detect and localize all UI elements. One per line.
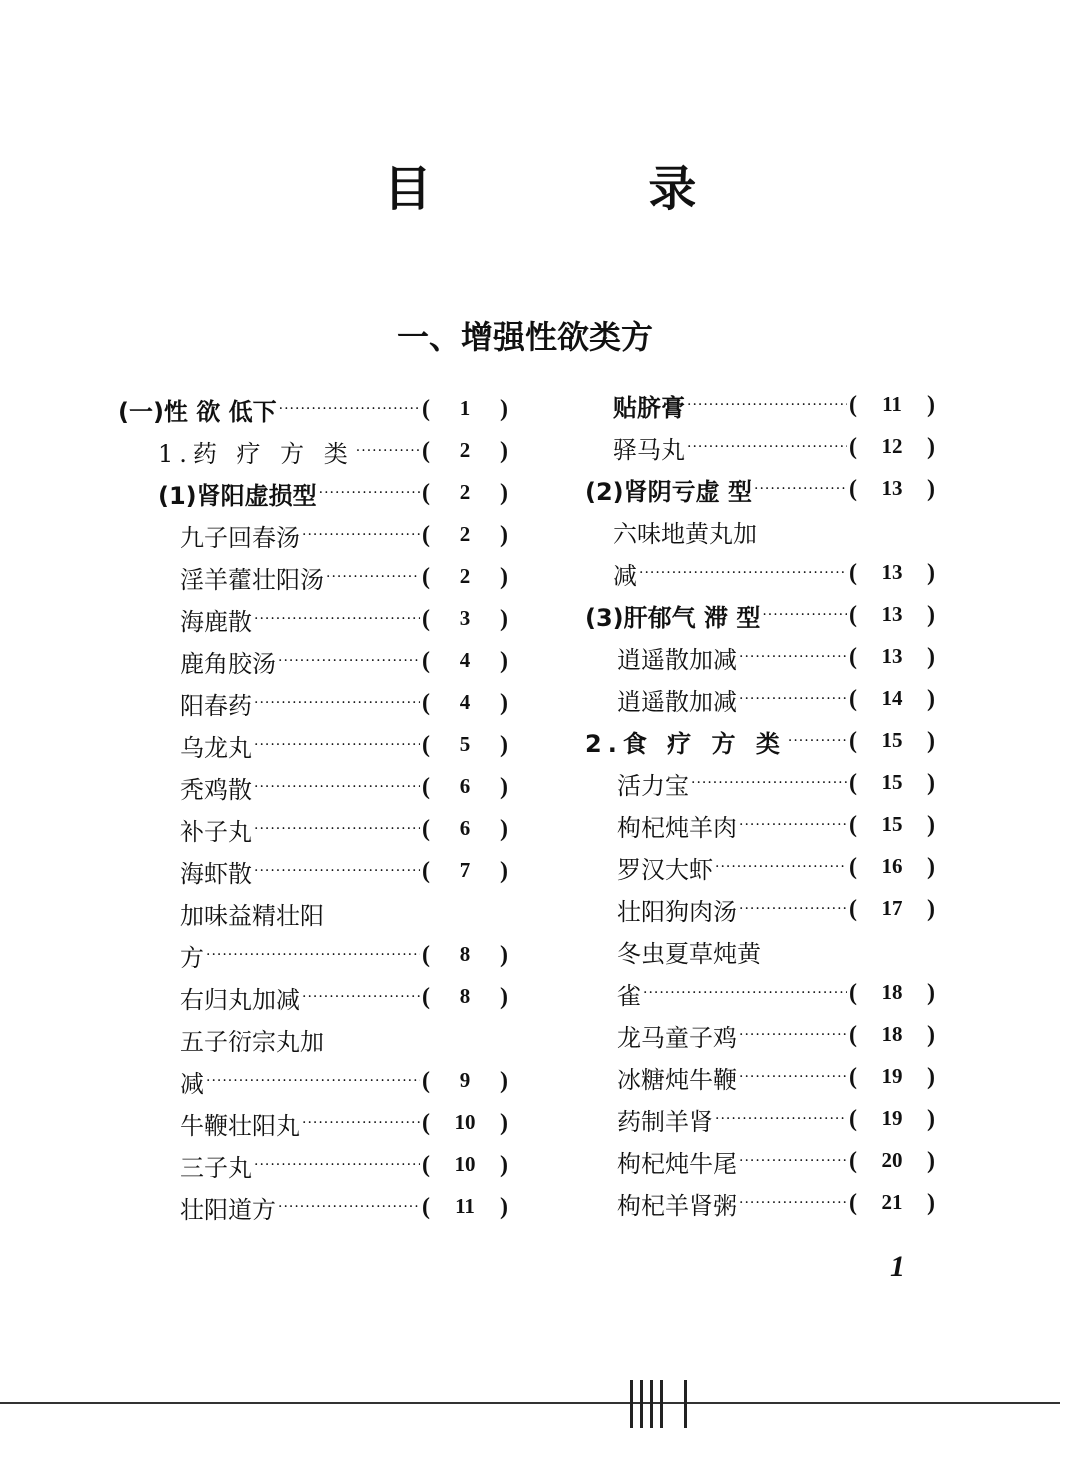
toc-entry-label: 补子丸 <box>180 817 252 846</box>
toc-entry-label: 驿马丸 <box>613 435 685 464</box>
toc-entry <box>118 472 508 514</box>
page-ref-number: 11 <box>455 1193 475 1218</box>
page-ref: ( 2 ) <box>422 563 508 590</box>
toc-entry-label: (3)肝郁气 滞 型 <box>585 603 761 632</box>
page-ref: ( 20 ) <box>849 1147 935 1174</box>
page-ref-number: 3 <box>459 605 471 630</box>
page-ref: ( 11 ) <box>422 1193 508 1220</box>
toc-entry <box>118 556 508 598</box>
toc-entry <box>585 1182 935 1224</box>
leader-dots <box>788 733 847 749</box>
page-ref-number: 12 <box>881 433 903 458</box>
page-ref-number: 2 <box>459 521 471 546</box>
leader-dots <box>319 485 420 501</box>
page-ref-number: 14 <box>881 685 903 710</box>
section-title: 一、增强性欲类方 <box>396 318 653 356</box>
toc-entry-label: (2)肾阴亏虚 型 <box>585 477 752 506</box>
page-ref-number: 10 <box>454 1109 476 1134</box>
page-ref: ( 13 ) <box>849 475 935 502</box>
page-ref-number: 19 <box>881 1105 903 1130</box>
toc-right-column <box>585 384 935 1224</box>
leader-dots <box>254 611 420 627</box>
toc-entry-label: 壮阳道方 <box>180 1195 276 1224</box>
toc-entry <box>118 808 508 850</box>
page-ref: ( 15 ) <box>849 769 935 796</box>
toc-entry-label: 逍遥散加减 <box>617 645 737 674</box>
page-ref-number: 11 <box>882 391 902 416</box>
leader-dots <box>739 649 847 665</box>
page-ref: ( 15 ) <box>849 727 935 754</box>
page-ref: ( 14 ) <box>849 685 935 712</box>
leader-dots <box>326 569 420 585</box>
toc-entry <box>118 598 508 640</box>
page-ref: ( 1 ) <box>422 395 508 422</box>
page-ref-number: 18 <box>881 979 903 1004</box>
toc-entry-label: 阳春药 <box>180 691 252 720</box>
toc-entry-label: 海虾散 <box>180 859 252 888</box>
toc-entry-label: 淫羊藿壮阳汤 <box>180 565 324 594</box>
page-ref: ( 4 ) <box>422 647 508 674</box>
toc-entry-label: 鹿角胶汤 <box>180 649 276 678</box>
toc-entry-label: 乌龙丸 <box>180 733 252 762</box>
toc-entry <box>118 976 508 1018</box>
page-ref-number: 8 <box>459 983 471 1008</box>
leader-dots <box>254 821 420 837</box>
toc-entry-label: 牛鞭壮阳丸 <box>180 1111 300 1140</box>
page-ref-number: 5 <box>459 731 471 756</box>
page-ref-number: 21 <box>881 1189 903 1214</box>
toc-entry-label: 枸杞炖牛尾 <box>617 1149 737 1178</box>
page-ref-number: 17 <box>881 895 903 920</box>
toc-entry-label: 减 <box>613 561 637 590</box>
page-ref-number: 6 <box>459 815 471 840</box>
toc-entry-label: 海鹿散 <box>180 607 252 636</box>
page-ref-number: 4 <box>459 689 471 714</box>
leader-dots <box>278 1199 420 1215</box>
toc-entry-label: 雀 <box>617 981 641 1010</box>
page-ref: ( 6 ) <box>422 815 508 842</box>
toc-entry <box>585 384 935 426</box>
page-ref: ( 12 ) <box>849 433 935 460</box>
toc-entry <box>585 888 935 930</box>
leader-dots <box>739 1069 847 1085</box>
toc-entry <box>585 1140 935 1182</box>
page-ref: ( 4 ) <box>422 689 508 716</box>
toc-entry-label: 方 <box>180 943 204 972</box>
page-title: 目 录 <box>383 161 797 217</box>
toc-entry <box>585 552 935 594</box>
leader-dots <box>739 1195 847 1211</box>
toc-entry <box>585 930 935 972</box>
page-ref-number: 2 <box>459 563 471 588</box>
leader-dots <box>206 1073 420 1089</box>
page-ref: ( 18 ) <box>849 979 935 1006</box>
leader-dots <box>715 1111 847 1127</box>
toc-entry <box>118 724 508 766</box>
toc-entry <box>118 430 508 472</box>
toc-entry-label: 贴脐膏 <box>613 393 685 422</box>
leader-dots <box>754 481 847 497</box>
toc-entry <box>585 510 935 552</box>
binding-marks <box>626 1380 692 1428</box>
leader-dots <box>279 401 420 417</box>
toc-entry-label: 逍遥散加减 <box>617 687 737 716</box>
leader-dots <box>739 901 847 917</box>
toc-entry <box>118 388 508 430</box>
toc-entry <box>118 1102 508 1144</box>
page-ref: ( 13 ) <box>849 643 935 670</box>
page-ref: ( 8 ) <box>422 983 508 1010</box>
page-ref: ( 19 ) <box>849 1063 935 1090</box>
page-ref-number: 2 <box>459 437 471 462</box>
page-ref: ( 8 ) <box>422 941 508 968</box>
toc-entry <box>585 972 935 1014</box>
toc-entry <box>585 468 935 510</box>
bottom-rule <box>0 1402 1060 1404</box>
toc-entry-label: (一)性 欲 低下 <box>118 397 277 426</box>
toc-entry-label: 壮阳狗肉汤 <box>617 897 737 926</box>
leader-dots <box>254 863 420 879</box>
page-ref: ( 19 ) <box>849 1105 935 1132</box>
toc-entry <box>118 934 508 976</box>
toc-entry-label: 冰糖炖牛鞭 <box>617 1065 737 1094</box>
toc-entry <box>118 640 508 682</box>
toc-entry-label: 龙马童子鸡 <box>617 1023 737 1052</box>
leader-dots <box>762 607 847 623</box>
toc-entry <box>118 682 508 724</box>
page-ref-number: 15 <box>881 811 903 836</box>
leader-dots <box>302 1115 420 1131</box>
leader-dots <box>254 779 420 795</box>
toc-left-column <box>118 388 508 1228</box>
toc-entry <box>585 804 935 846</box>
toc-entry-label: 五子衍宗丸加 <box>180 1027 324 1056</box>
page-number: 1 <box>890 1250 905 1283</box>
page-ref-number: 13 <box>881 601 903 626</box>
leader-dots <box>302 989 420 1005</box>
page-ref-number: 13 <box>881 643 903 668</box>
page-ref: ( 10 ) <box>422 1151 508 1178</box>
toc-entry <box>118 850 508 892</box>
leader-dots <box>206 947 420 963</box>
leader-dots <box>278 653 420 669</box>
leader-dots <box>356 443 420 459</box>
toc-entry-label: 减 <box>180 1069 204 1098</box>
page-ref: ( 15 ) <box>849 811 935 838</box>
toc-entry <box>118 514 508 556</box>
page-ref: ( 18 ) <box>849 1021 935 1048</box>
toc-entry-label: 加味益精壮阳 <box>180 901 324 930</box>
toc-entry <box>585 720 935 762</box>
toc-entry <box>585 1098 935 1140</box>
page-ref-number: 2 <box>459 479 471 504</box>
leader-dots <box>739 1153 847 1169</box>
page-ref-number: 9 <box>459 1067 471 1092</box>
page-ref: ( 2 ) <box>422 479 508 506</box>
leader-dots <box>715 859 847 875</box>
toc-entry-label: 2.食 疗 方 类 <box>585 729 786 758</box>
toc-entry-label: 枸杞炖羊肉 <box>617 813 737 842</box>
leader-dots <box>302 527 420 543</box>
page-ref: ( 2 ) <box>422 521 508 548</box>
leader-dots <box>254 695 420 711</box>
page-ref: ( 13 ) <box>849 601 935 628</box>
toc-entry <box>585 636 935 678</box>
page-ref-number: 7 <box>459 857 471 882</box>
leader-dots <box>739 817 847 833</box>
toc-entry <box>585 846 935 888</box>
page-ref-number: 18 <box>881 1021 903 1046</box>
page-ref-number: 8 <box>459 941 471 966</box>
page-ref-number: 4 <box>459 647 471 672</box>
leader-dots <box>687 439 847 455</box>
toc-entry <box>118 1144 508 1186</box>
leader-dots <box>739 691 847 707</box>
toc-entry <box>118 1186 508 1228</box>
toc-entry <box>585 1014 935 1056</box>
page-ref: ( 2 ) <box>422 437 508 464</box>
toc-entry <box>585 762 935 804</box>
toc-entry <box>118 1060 508 1102</box>
page-ref-number: 13 <box>881 475 903 500</box>
page-ref: ( 7 ) <box>422 857 508 884</box>
page-ref-number: 13 <box>881 559 903 584</box>
toc-entry-label: 六味地黄丸加 <box>613 519 757 548</box>
page-ref-number: 1 <box>459 395 471 420</box>
page-ref-number: 6 <box>459 773 471 798</box>
page-ref: ( 16 ) <box>849 853 935 880</box>
toc-entry-label: 右归丸加减 <box>180 985 300 1014</box>
leader-dots <box>639 565 847 581</box>
leader-dots <box>691 775 847 791</box>
toc-entry-label: 九子回春汤 <box>180 523 300 552</box>
page-ref: ( 17 ) <box>849 895 935 922</box>
leader-dots <box>739 1027 847 1043</box>
toc-entry-label: 活力宝 <box>617 771 689 800</box>
toc-entry-label: 枸杞羊肾粥 <box>617 1191 737 1220</box>
toc-entry <box>118 766 508 808</box>
page-ref-number: 19 <box>881 1063 903 1088</box>
page-ref: ( 5 ) <box>422 731 508 758</box>
toc-entry <box>585 678 935 720</box>
toc-entry-label: 三子丸 <box>180 1153 252 1182</box>
toc-entry <box>118 1018 508 1060</box>
toc-entry-label: 罗汉大虾 <box>617 855 713 884</box>
leader-dots <box>254 737 420 753</box>
page-ref: ( 9 ) <box>422 1067 508 1094</box>
page-ref: ( 6 ) <box>422 773 508 800</box>
leader-dots <box>643 985 847 1001</box>
toc-entry-label: 药制羊肾 <box>617 1107 713 1136</box>
toc-entry <box>585 426 935 468</box>
page-ref-number: 15 <box>881 727 903 752</box>
toc-entry-label: (1)肾阳虚损型 <box>158 481 317 510</box>
toc-entry <box>585 1056 935 1098</box>
page-ref: ( 11 ) <box>849 391 935 418</box>
page-ref-number: 15 <box>881 769 903 794</box>
page-ref-number: 20 <box>881 1147 903 1172</box>
toc-entry-label: 秃鸡散 <box>180 775 252 804</box>
leader-dots <box>687 397 847 413</box>
toc-entry <box>585 594 935 636</box>
page-ref: ( 10 ) <box>422 1109 508 1136</box>
page-ref: ( 13 ) <box>849 559 935 586</box>
toc-entry <box>118 892 508 934</box>
leader-dots <box>254 1157 420 1173</box>
toc-entry-label: 1.药 疗 方 类 <box>158 439 354 468</box>
toc-entry-label: 冬虫夏草炖黄 <box>617 939 761 968</box>
page-ref-number: 16 <box>881 853 903 878</box>
page-ref: ( 3 ) <box>422 605 508 632</box>
page-ref-number: 10 <box>454 1151 476 1176</box>
page-ref: ( 21 ) <box>849 1189 935 1216</box>
